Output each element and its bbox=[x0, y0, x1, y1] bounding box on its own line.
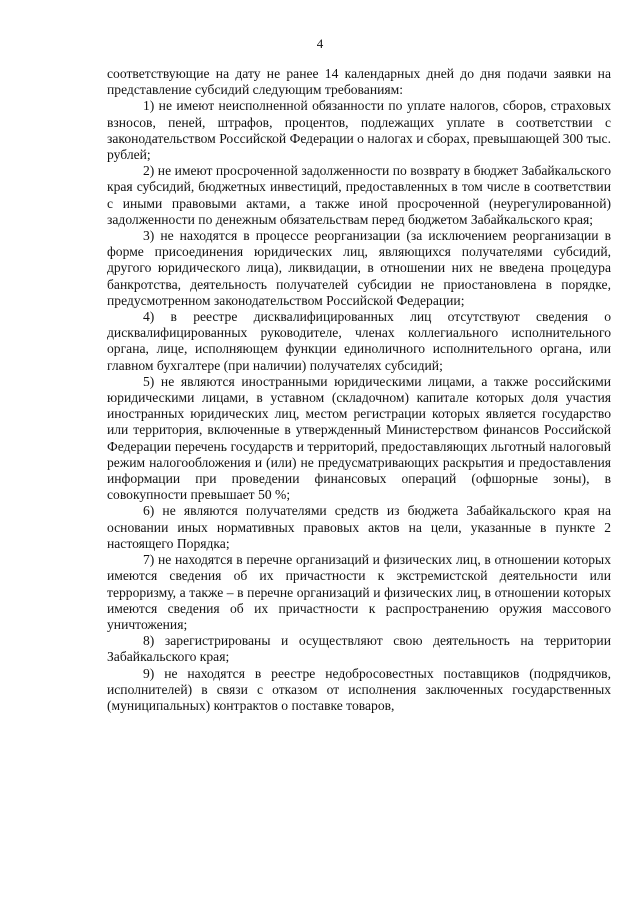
page-number: 4 bbox=[316, 36, 324, 51]
requirement-item-3: 3) не находятся в процессе реорганизации (за исключением реорганизации в форме присоединения юридических лиц, являющихся получателями субсидий, другого юридического лица), ликвидации, в отношении них не введена процедура банкротства, деятельность получателей субсидии не приостановлена в порядке, предусмотренном законодательством Российской Федерации; bbox=[107, 228, 611, 308]
requirement-item-2: 2) не имеют просроченной задолженности по возврату в бюджет Забайкальского края субсидий, бюджетных инвестиций, предоставленных в том числе в соответствии с иными правовыми актами, а также иной просроченной (неурегулированной) задолженности по денежным обязательствам перед бюджетом Забайкальского края; bbox=[107, 163, 611, 227]
requirement-item-4: 4) в реестре дисквалифицированных лиц отсутствуют сведения о дисквалифицированных руководителе, членах коллегиального исполнительного органа, лице, исполняющем функции единоличного исполнительного органа, или главном бухгалтере (при наличии) получателях субсидий; bbox=[107, 309, 611, 373]
document-body bbox=[107, 66, 611, 714]
requirement-item-8: 8) зарегистрированы и осуществляют свою деятельность на территории Забайкальского края; bbox=[107, 633, 611, 665]
requirement-item-7: 7) не находятся в перечне организаций и физических лиц, в отношении которых имеются сведения об их причастности к экстремистской деятельности или терроризму, а также – в перечне организаций и физических лиц, в отношении которых имеются сведения об их причастности к распространению оружия массового уничтожения; bbox=[107, 552, 611, 632]
requirement-item-1: 1) не имеют неисполненной обязанности по уплате налогов, сборов, страховых взносов, пеней, штрафов, процентов, подлежащих уплате в соответствии с законодательством Российской Федерации о налогах и сборах, превышающей 300 тыс. рублей; bbox=[107, 98, 611, 163]
requirement-item-6: 6) не являются получателями средств из бюджета Забайкальского края на основании иных нормативных правовых актов на цели, указанные в пункте 2 настоящего Порядка; bbox=[107, 503, 611, 551]
intro-paragraph: соответствующие на дату не ранее 14 календарных дней до дня подачи заявки на представление субсидий следующим требованиям: bbox=[107, 66, 611, 98]
requirement-item-9: 9) не находятся в реестре недобросовестных поставщиков (подрядчиков, исполнителей) в связи с отказом от исполнения заключенных государственных (муниципальных) контрактов о поставке товаров, bbox=[107, 665, 611, 713]
requirement-item-5: 5) не являются иностранными юридическими лицами, а также российскими юридическими лицами, в уставном (складочном) капитале которых доля участия иностранных юридических лиц, местом регистрации которых является государство или территория, включенные в утвержденный Министерством финансов Российской Федерации перечень государств и территорий, предоставляющих льготный налоговый режим налогообложения и (или) не предусматривающих раскрытия и предоставления информации при проведении финансовых операций (офшорные зоны), в совокупности превышает 50 %; bbox=[107, 373, 611, 503]
